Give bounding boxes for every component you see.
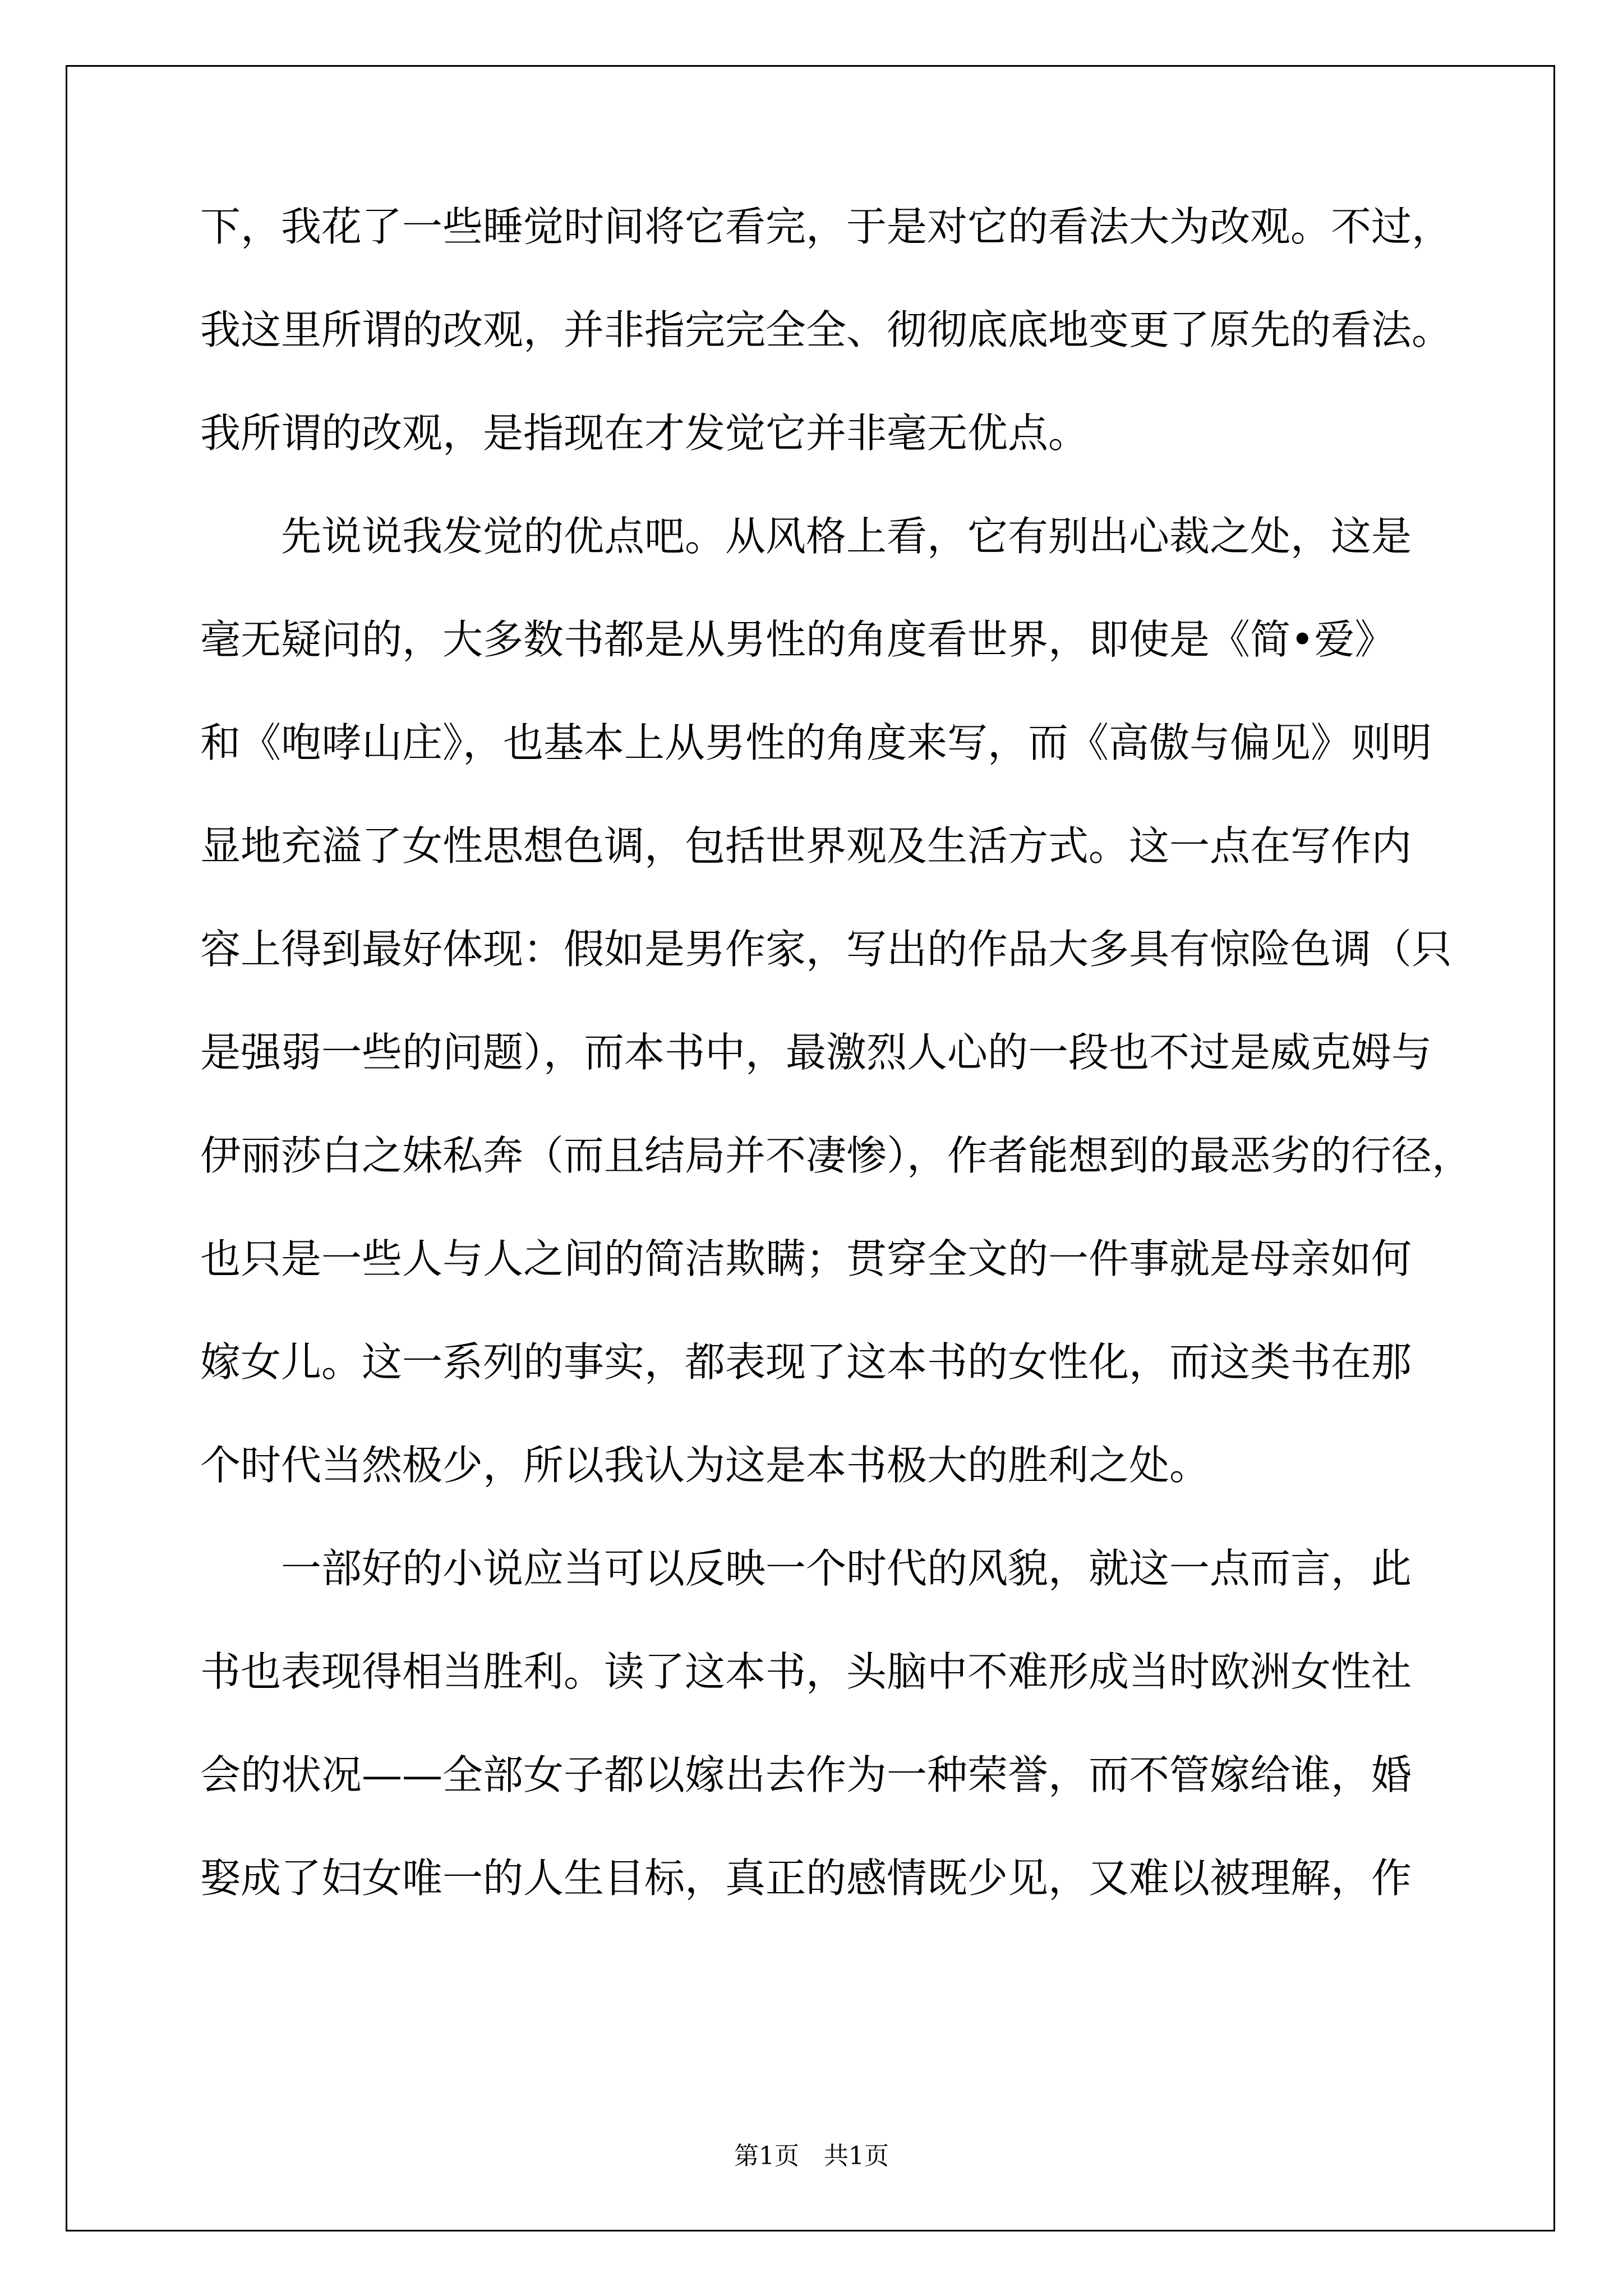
text-line: 娶成了妇女唯一的人生目标，真正的感情既少见，又难以被理解，作 <box>200 1855 1412 1902</box>
text-line: 会的状况——全部女子都以嫁出去作为一种荣誉，而不管嫁给谁，婚 <box>200 1751 1412 1798</box>
paragraph-start-line: 一部好的小说应当可以反映一个时代的风貌，就这一点而言，此 <box>200 1545 1412 1592</box>
text-line: 容上得到最好体现：假如是男作家，写出的作品大多具有惊险色调（只 <box>200 926 1453 973</box>
text-line: 我这里所谓的改观，并非指完完全全、彻彻底底地变更了原先的看法。 <box>200 306 1453 353</box>
text-line: 显地充溢了女性思想色调，包括世界观及生活方式。这一点在写作内 <box>200 822 1412 869</box>
text-line: 下，我花了一些睡觉时间将它看完，于是对它的看法大为改观。不过， <box>200 203 1453 250</box>
paragraph-start-line: 先说说我发觉的优点吧。从风格上看，它有别出心裁之处，这是 <box>200 513 1412 560</box>
text-line: 嫁女儿。这一系列的事实，都表现了这本书的女性化，而这类书在那 <box>200 1338 1412 1386</box>
text-line: 伊丽莎白之妹私奔（而且结局并不凄惨），作者能想到的最恶劣的行径， <box>200 1132 1473 1179</box>
text-line: 和《咆哮山庄》，也基本上从男性的角度来写，而《高傲与偏见》则明 <box>200 719 1432 766</box>
text-line: 是强弱一些的问题），而本书中，最激烈人心的一段也不过是威克姆与 <box>200 1029 1432 1076</box>
text-line: 我所谓的改观，是指现在才发觉它并非毫无优点。 <box>200 409 1089 457</box>
text-line: 也只是一些人与人之间的简洁欺瞒；贯穿全文的一件事就是母亲如何 <box>200 1235 1412 1282</box>
text-line: 个时代当然极少，所以我认为这是本书极大的胜利之处。 <box>200 1442 1210 1489</box>
page-footer: 第1页 共1页 <box>734 2142 889 2170</box>
text-line: 毫无疑问的，大多数书都是从男性的角度看世界，即使是《简•爱》 <box>200 616 1395 663</box>
text-line: 书也表现得相当胜利。读了这本书，头脑中不难形成当时欧洲女性社 <box>200 1648 1412 1695</box>
